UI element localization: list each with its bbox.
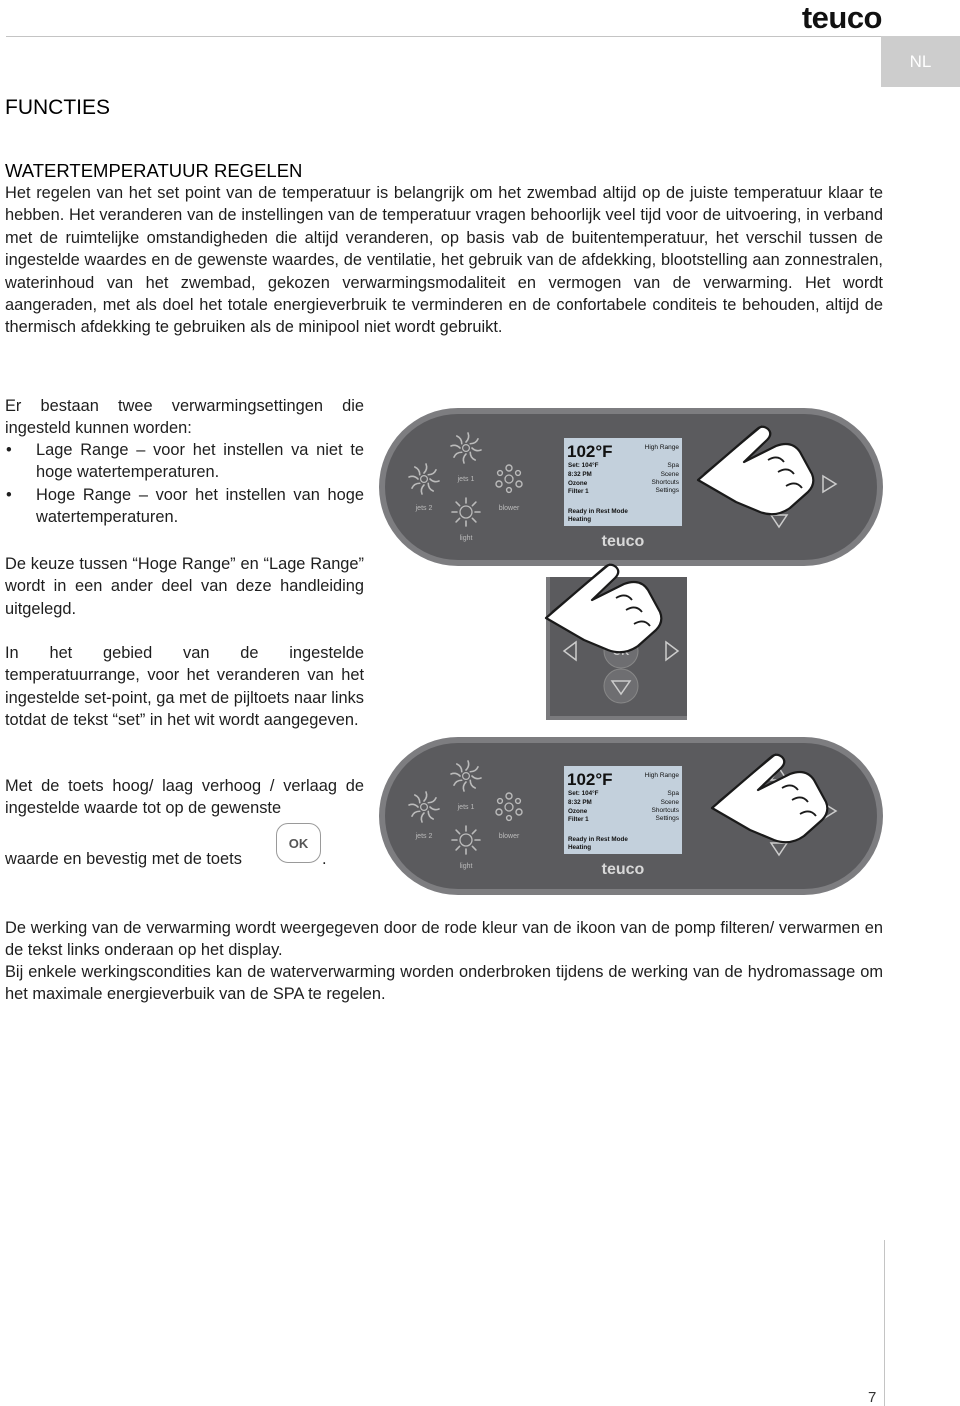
key-detail-panel (546, 564, 687, 718)
lcd-filter: Filter 1 (568, 488, 589, 495)
setpoint-text: In het gebied van de ingestelde temperatuurrange, voor het veranderen van het ingestelde set-point, ga met de pijltoets naar links totdat de tekst “set” in het wit wordt aangegeven. (5, 644, 364, 730)
lcd-menu-settings: Settings (655, 815, 679, 822)
lcd-setpoint: Set: 104°F (568, 462, 599, 469)
jets1-label: jets 1 (457, 476, 475, 483)
lcd-ozone: Ozone (568, 808, 588, 815)
lcd-heating: Heating (568, 516, 592, 523)
lcd-menu-shortcuts: Shortcuts (651, 807, 679, 814)
blower-label: blower (498, 505, 520, 512)
jets1-label: jets 1 (457, 804, 475, 811)
lcd-menu-spa: Spa (667, 790, 679, 797)
panel-brand: teuco (601, 861, 645, 878)
blower-label: blower (498, 833, 520, 840)
lcd-heating: Heating (568, 844, 592, 851)
confirm-end: . (322, 850, 327, 868)
lcd-menu-shortcuts: Shortcuts (651, 479, 679, 486)
lcd-ozone: Ozone (568, 480, 588, 487)
bullet-low-range: • Lage Range – voor het instellen va niet te hoge watertemperaturen. (5, 439, 364, 484)
lcd-temperature: 102°F (567, 442, 613, 461)
lcd-range: High Range (644, 772, 679, 779)
footer-divider (884, 1240, 885, 1406)
language-tab: NL (881, 36, 960, 87)
control-panel-1 (379, 408, 883, 566)
confirm-text: waarde en bevestig met de toets (5, 850, 242, 868)
lcd-range: High Range (644, 444, 679, 451)
lcd-status: Ready in Rest Mode (568, 508, 628, 515)
lcd-status: Ready in Rest Mode (568, 836, 628, 843)
ok-key-icon: OK (276, 823, 321, 863)
page-title: FUNCTIES (5, 96, 110, 119)
lcd-menu-spa: Spa (667, 462, 679, 469)
brand-logo: teuco (801, 0, 882, 35)
lcd-menu-scene: Scene (660, 471, 679, 478)
control-panel-2 (379, 737, 883, 895)
lcd-filter: Filter 1 (568, 816, 589, 823)
lcd-temperature: 102°F (567, 770, 613, 789)
footer-paragraph-2: Bij enkele werkingscondities kan de waterverwarming worden onderbroken tijdens de werking van de hydromassage om het maximale energieverbuik van de SPA te regelen. (5, 963, 883, 1004)
page-number: 7 (868, 1389, 877, 1406)
bullet-high-range: • Hoge Range – voor het instellen van hoge watertemperaturen. (5, 484, 364, 529)
jets2-label: jets 2 (415, 505, 433, 512)
lcd-menu-scene: Scene (660, 799, 679, 806)
panel-brand: teuco (601, 533, 645, 550)
footer-paragraph-1: De werking van de verwarming wordt weergegeven door de rode kleur van de ikoon van de pomp filteren/ verwarmen en de tekst links onderaan op het display. (5, 919, 883, 960)
lcd-setpoint: Set: 104°F (568, 790, 599, 797)
lcd-time: 8:32 PM (568, 799, 592, 806)
lcd-menu-settings: Settings (655, 487, 679, 494)
light-label: light (459, 535, 473, 542)
lcd-time: 8:32 PM (568, 471, 592, 478)
light-label: light (459, 863, 473, 870)
settings-intro: Er bestaan twee verwarmingsettingen die ingesteld kunnen worden: (5, 397, 364, 438)
intro-paragraph: Het regelen van het set point van de temperatuur is belangrijk om het zwembad altijd op de juiste temperatuur klaar te hebben. Het veranderen van de instellingen van de temperatuur vragen behoorlijk veel tijd voor de uitvoering, in verband met de ruimtelijke omstandigheden die altijd veranderen, op basis vab de buitentemperatuur, het verschil tussen de ingestelde waardes en de gewenste waardes, de ventilatie, het gebruik van de afdekking, blootstelling aan zonnestralen, waterinhoud van het zwembad, gekozen verwarmingsmodaliteit en vermogen van de verwarming. Het wordt aangeraden, met als doel het totale energieverbruik te verminderen en de confortabele conditeis te behouden, altijd de thermisch afdekking te gebruiken als de minipool niet wordt gebruikt. (5, 184, 883, 337)
adjust-text: Met de toets hoog/ laag verhoog / verlaag de ingestelde waarde tot op de gewenste (5, 777, 364, 818)
range-choice-text: De keuze tussen “Hoge Range” en “Lage Range” wordt in een ander deel van deze handleiding uitgelegd. (5, 555, 364, 618)
section-subtitle: WATERTEMPERATUUR REGELEN (5, 160, 303, 181)
jets2-label: jets 2 (415, 833, 433, 840)
